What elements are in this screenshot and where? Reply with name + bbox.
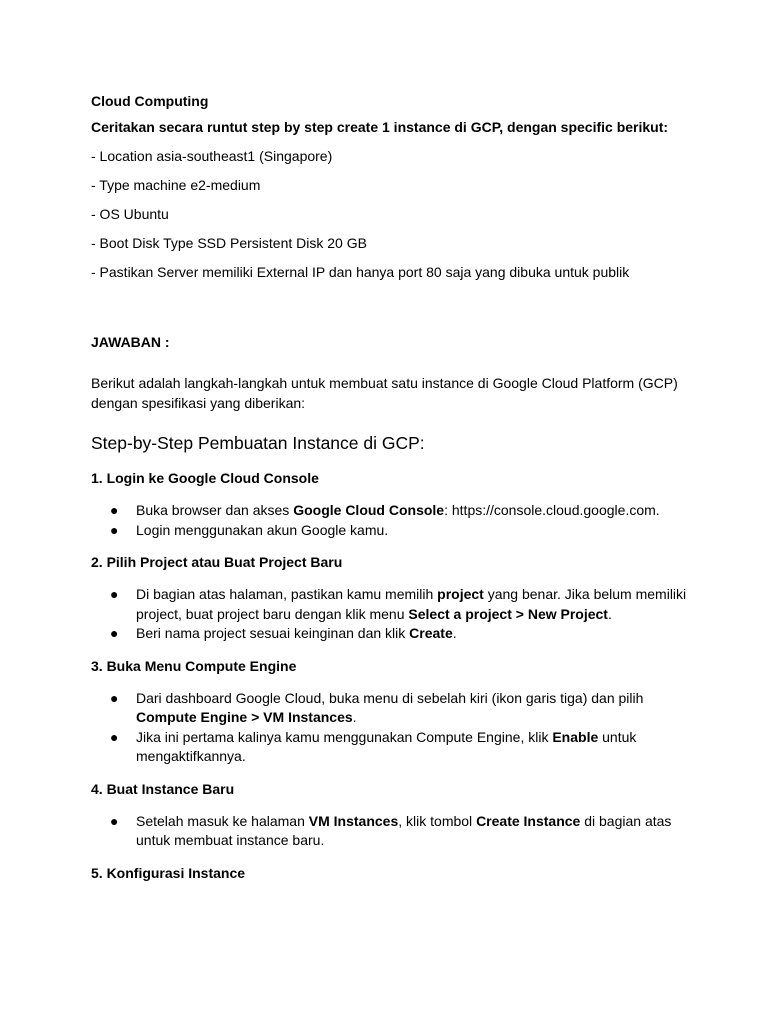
step-heading: 3. Buka Menu Compute Engine [91,657,297,674]
bullet-bold-text: Google Cloud Console [293,502,445,518]
step-heading: 5. Konfigurasi Instance [91,864,246,881]
bullet-bold-text: Enable [552,728,599,745]
bullet-item [91,728,691,767]
bullet-text: , klik tombol [398,812,477,829]
bullet-text: Setelah masuk ke halaman [136,812,309,829]
bullet-text: untuk mengaktifkannya. [136,728,637,764]
bullet-dot-icon: ● [110,728,119,745]
bullet-bold-text: Create [409,625,453,641]
requirement-item: - Pastikan Server memiliki External IP dan hanya port 80 saja yang dibuka untuk publik [91,264,630,280]
bullet-text: Beri nama project sesuai keinginan dan klik [136,625,410,641]
bullet-bold-text: Create Instance [476,812,581,829]
requirement-item: - OS Ubuntu [91,206,169,222]
step-heading: 2. Pilih Project atau Buat Project Baru [91,554,343,570]
intro-paragraph: Berikut adalah langkah-langkah untuk membuat satu instance di Google Cloud Platform (GCP) dengan spesifikasi yang diberikan: [91,375,678,411]
bullet-text: yang benar. Jika belum memiliki project, buat project baru dengan klik menu [136,586,687,622]
bullet-dot-icon: ● [110,502,119,518]
bullet-item [91,624,691,644]
bullet-item [91,585,691,624]
bullet-text: : https://console.cloud.google.com. [444,502,660,518]
steps-container [91,468,691,883]
bullet-bold-text: VM Instances [308,812,399,829]
answer-label: JAWABAN : [91,334,170,350]
section-heading: Step-by-Step Pembuatan Instance di GCP: [91,433,425,453]
bullet-text: Buka browser dan akses [136,502,294,518]
bullet-item [91,812,691,851]
bullet-dot-icon: ● [110,521,119,538]
bullet-item [91,521,691,541]
bullet-item [91,501,691,521]
step-bullet-list [91,689,691,767]
doc-title: Cloud Computing [91,93,209,109]
bullet-text: Login menggunakan akun Google kamu. [136,521,389,538]
step-heading: 4. Buat Instance Baru [91,780,235,797]
bullet-text: Di bagian atas halaman, pastikan kamu memilih [136,586,438,602]
bullet-text: . [452,625,457,641]
bullet-dot-icon: ● [110,625,119,641]
bullet-text: di bagian atas untuk membuat instance baru. [136,812,672,848]
requirement-item: - Location asia-southeast1 (Singapore) [91,148,333,164]
step-bullet-list [91,585,691,644]
document-page [91,91,691,883]
bullet-bold-text: Compute Engine > VM Instances [136,709,353,725]
bullet-text: . [607,605,612,622]
step-bullet-list [91,501,691,540]
step-bullet-list [91,812,691,851]
bullet-item [91,689,691,728]
bullet-text: . [352,709,357,725]
bullet-text: Dari dashboard Google Cloud, buka menu di sebelah kiri (ikon garis tiga) dan pilih [136,689,644,706]
bullet-dot-icon: ● [110,689,119,706]
bullet-text: Jika ini pertama kalinya kamu menggunakan Compute Engine, klik [136,728,553,745]
step-heading: 1. Login ke Google Cloud Console [91,470,319,486]
bullet-bold-text: Select a project > New Project [408,605,608,622]
bullet-dot-icon: ● [110,812,119,829]
requirement-item: - Boot Disk Type SSD Persistent Disk 20 GB [91,235,367,251]
requirement-item: - Type machine e2-medium [91,177,261,193]
question-text: Ceritakan secara runtut step by step create 1 instance di GCP, dengan specific berikut: [91,119,669,135]
bullet-bold-text: project [437,586,484,602]
bullet-dot-icon: ● [110,586,119,602]
